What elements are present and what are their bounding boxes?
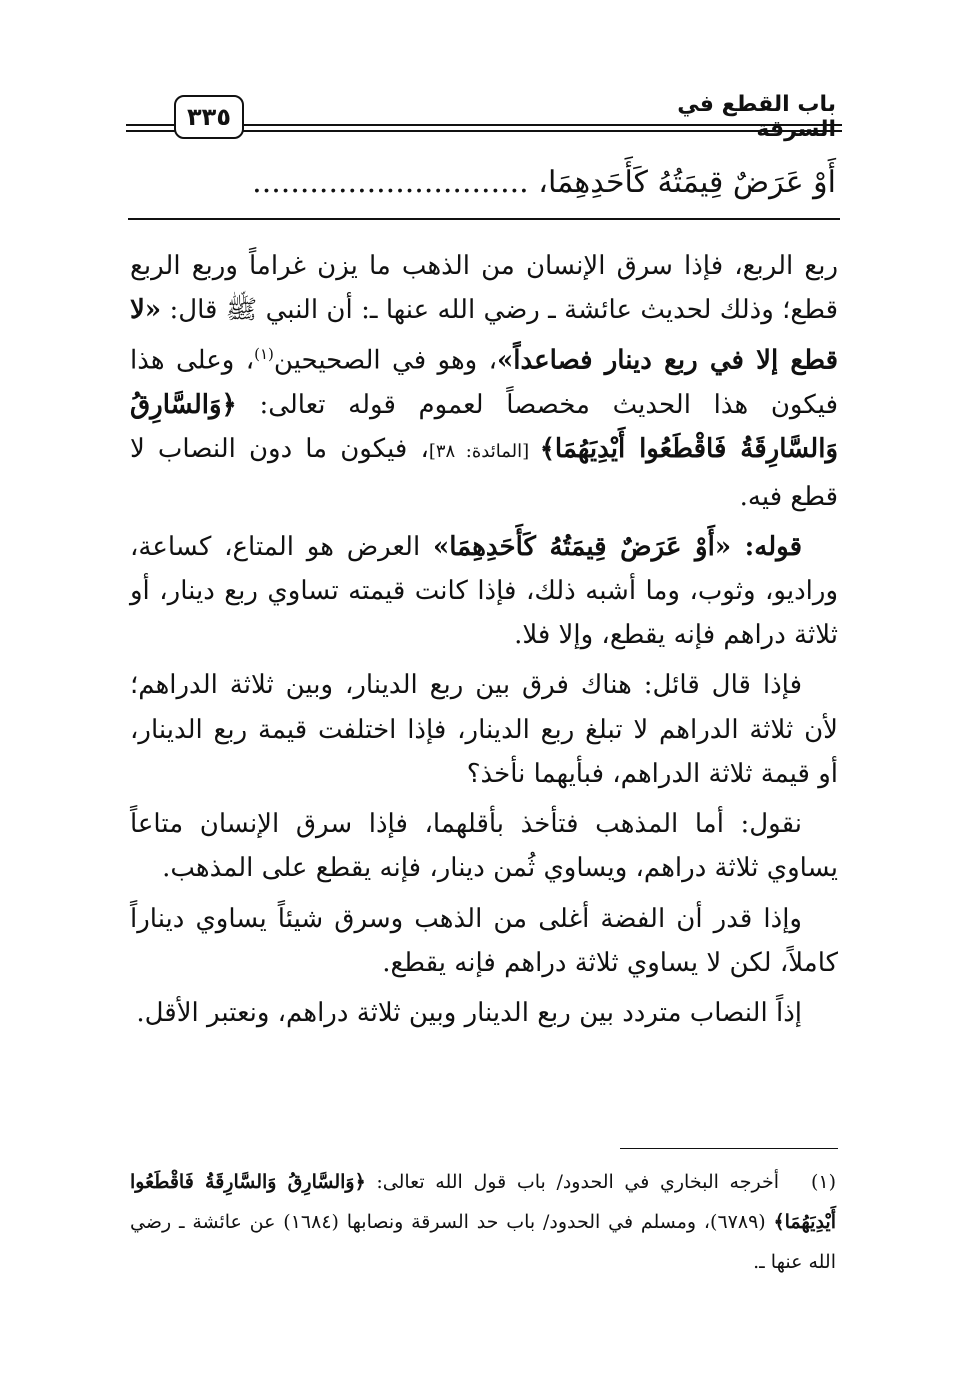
p1-text-d: ، فيكون ما دون النصاب لا قطع فيه. [130, 434, 838, 512]
quran-verse: ﴿وَالسَّارِقُ وَالسَّارِقَةُ فَاقْطَعُوا أَيْدِيَهُمَا﴾ [130, 390, 839, 465]
footnote-text-b: (٦٧٨٩)، ومسلم في الحدود/ باب حد السرقة ونصابها (١٦٨٤) عن عائشة ـ رضي الله عنها ـ. [130, 1211, 836, 1273]
p1-text-a: ربع الربع، فإذا سرق الإنسان من الذهب ما يزن غراماً وربع الربع قطع؛ وذلك لحديث عائشة ـ رضي الله عنها ـ: أن النبي ﷺ قال: [130, 251, 838, 326]
paragraph-1 [130, 244, 838, 519]
commentary-body [130, 244, 838, 1041]
paragraph-6: إذاً النصاب متردد بين ربع الدينار وبين ثلاثة دراهم، ونعتبر الأقل. [136, 997, 802, 1028]
paragraph-3: فإذا قال قائل: هناك فرق بين ربع الدينار، وبين ثلاثة الدراهم؛ لأن ثلاثة الدراهم لا تبلغ ربع الدينار، فإذا اختلفت قيمة ربع الدينار، أو قيمة ثلاثة الدراهم، فبأيهما نأخذ؟ [130, 670, 838, 789]
footnote-number: (١) [810, 1171, 837, 1193]
footnote-separator [620, 1148, 838, 1149]
footnote-text-a: أخرجه البخاري في الحدود/ باب قول الله تعالى: [365, 1171, 779, 1193]
matn-separator [128, 218, 840, 220]
matn-quote: «أَوْ عَرَضٌ قِيمَتُهُ كَأَحَدِهِمَا» [432, 531, 732, 562]
matn-text: أَوْ عَرَضٌ قِيمَتُهُ كَأَحَدِهِمَا، ............................. [252, 165, 836, 200]
paragraph-2 [130, 525, 838, 658]
page-number: ٣٣٥ [174, 95, 244, 139]
qawluhu-label: قوله: [731, 531, 802, 562]
p2-text: العرض هو المتاع، كساعة، وراديو، وثوب، وما أشبه ذلك، فإذا كانت قيمته تساوي ربع دينار، أو ثلاثة دراهم فإنه يقطع، وإلا فلا. [130, 531, 839, 651]
footnote-ref[interactable]: (١) [254, 345, 274, 364]
chapter-title: باب القطع في السرقة [677, 92, 836, 142]
paragraph-4: نقول: أما المذهب فتأخذ بأقلهما، فإذا سرق الإنسان متاعاً يساوي ثلاثة دراهم، ويساوي ثُمن دينار، فإنه يقطع على المذهب. [130, 809, 838, 884]
footnote [130, 1162, 836, 1282]
verse-citation: [المائدة: ٣٨] [428, 441, 540, 463]
p1-text-c: ، وعلى هذا فيكون هذا الحديث مخصصاً لعموم قوله تعالى: [130, 346, 838, 421]
footnote-verse: ﴿وَالسَّارِقُ وَالسَّارِقَةُ فَاقْطَعُوا أَيْدِيَهُمَا﴾ [130, 1171, 836, 1233]
hadith-quote: «لا قطع إلا في ربع دينار فصاعداً» [130, 295, 838, 377]
paragraph-5: وإذا قدر أن الفضة أغلى من الذهب وسرق شيئاً يساوي ديناراً كاملاً، لكن لا يساوي ثلاثة دراهم فإنه يقطع. [130, 903, 838, 978]
p1-text-b: ، وهو في الصحيحين [273, 346, 498, 377]
